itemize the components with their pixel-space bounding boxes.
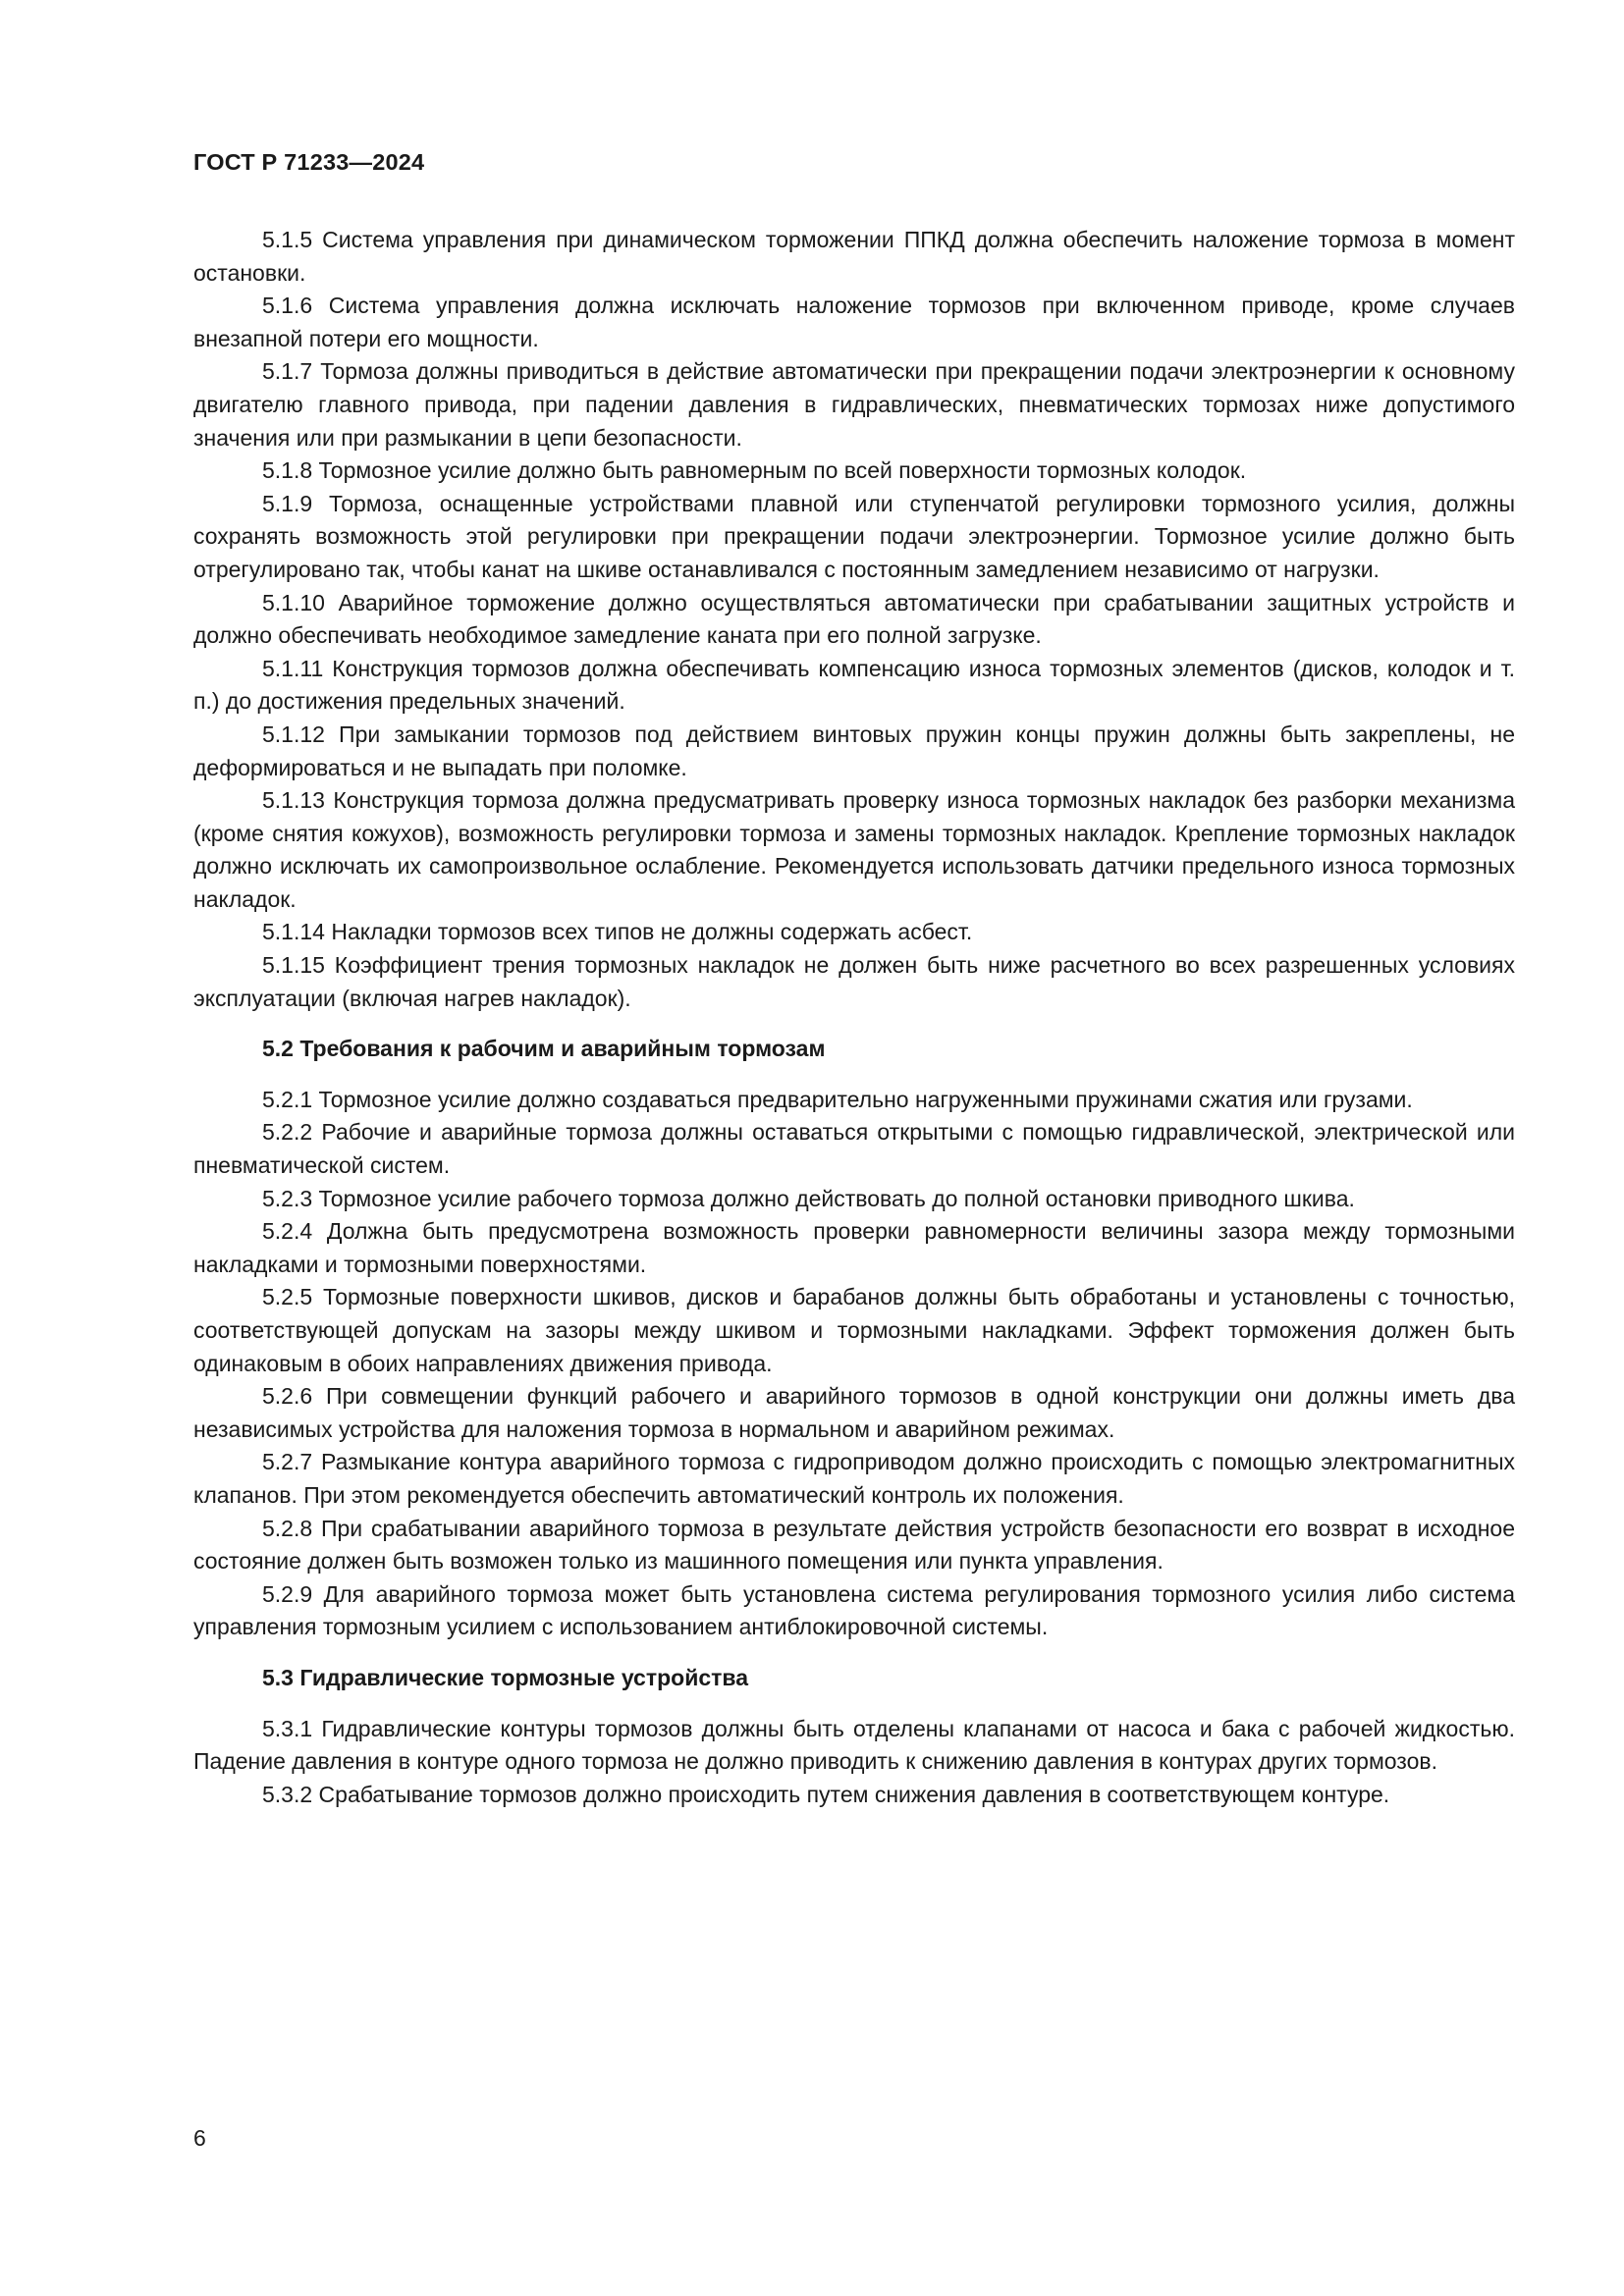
document-header: ГОСТ Р 71233—2024 <box>193 149 425 175</box>
paragraph-5-1-15: 5.1.15 Коэффициент трения тормозных накладок не должен быть ниже расчетного во всех разрешенных условиях эксплуатации (включая нагрев накладок). <box>193 952 1515 1011</box>
paragraph-5-1-14: 5.1.14 Накладки тормозов всех типов не должны содержать асбест. <box>262 919 973 945</box>
paragraph-5-1-13: 5.1.13 Конструкция тормоза должна предусматривать проверку износа тормозных накладок без разборки механизма (кроме снятия кожухов), возможность регулировки тормоза и замены тормозных накладок. Крепление тормозных накладок должно исключать их самопроизвольное ослабление. Рекомендуется использовать датчики предельного износа тормозных накладок. <box>193 787 1515 912</box>
paragraph-5-1-6: 5.1.6 Система управления должна исключать наложение тормозов при включенном приводе, кроме случаев внезапной потери его мощности. <box>193 293 1515 351</box>
paragraph-5-2-1: 5.2.1 Тормозное усилие должно создаваться предварительно нагруженными пружинами сжатия или грузами. <box>262 1086 1413 1112</box>
paragraph-5-1-11: 5.1.11 Конструкция тормозов должна обеспечивать компенсацию износа тормозных элементов (дисков, колодок и т. п.) до достижения предельных значений. <box>193 655 1515 715</box>
paragraph-5-2-6: 5.2.6 При совмещении функций рабочего и аварийного тормозов в одной конструкции они должны иметь два независимых устройства для наложения тормоза в нормальном и аварийном режимах. <box>193 1383 1515 1442</box>
paragraph-5-2-9: 5.2.9 Для аварийного тормоза может быть установлена система регулирования тормозного усилия либо система управления тормозным усилием с использованием антиблокировочной системы. <box>193 1580 1515 1640</box>
paragraph-5-1-5: 5.1.5 Система управления при динамическом торможении ППКД должна обеспечить наложение тормоза в момент остановки. <box>193 227 1515 286</box>
section-heading-5-2: 5.2 Требования к рабочим и аварийным тормозам <box>262 1036 826 1062</box>
section-heading-5-3: 5.3 Гидравлические тормозные устройства <box>262 1664 749 1690</box>
paragraph-5-1-10: 5.1.10 Аварийное торможение должно осуществляться автоматически при срабатывании защитных устройств и должно обеспечивать необходимое замедление каната при его полной загрузке. <box>193 589 1515 649</box>
paragraph-5-2-2: 5.2.2 Рабочие и аварийные тормоза должны оставаться открытыми с помощью гидравлической, электрической или пневматической систем. <box>193 1119 1515 1179</box>
paragraph-5-2-7: 5.2.7 Размыкание контура аварийного тормоза с гидроприводом должно происходить с помощью электромагнитных клапанов. При этом рекомендуется обеспечить автоматический контроль их положения. <box>193 1449 1515 1508</box>
paragraph-5-1-12: 5.1.12 При замыкании тормозов под действием винтовых пружин концы пружин должны быть закреплены, не деформироваться и не выпадать при поломке. <box>193 721 1515 780</box>
paragraph-5-1-7: 5.1.7 Тормоза должны приводиться в действие автоматически при прекращении подачи электроэнергии к основному двигателю главного привода, при падении давления в гидравлических, пневматических тормозах ниже допустимого значения или при размыкании в цепи безопасности. <box>193 358 1515 451</box>
paragraph-5-2-8: 5.2.8 При срабатывании аварийного тормоза в результате действия устройств безопасности его возврат в исходное состояние должен быть возможен только из машинного помещения или пункта управления. <box>193 1515 1515 1575</box>
paragraph-5-1-9: 5.1.9 Тормоза, оснащенные устройствами плавной или ступенчатой регулировки тормозного усилия, должны сохранять возможность этой регулировки при прекращении подачи электроэнергии. Тормозное усилие должно быть отрегулировано так, чтобы канат на шкиве останавливался с постоянным замедлением независимо от нагрузки. <box>193 490 1515 582</box>
paragraph-5-3-2: 5.3.2 Срабатывание тормозов должно происходить путем снижения давления в соответствующем контуре. <box>262 1781 1390 1807</box>
paragraph-5-2-3: 5.2.3 Тормозное усилие рабочего тормоза должно действовать до полной остановки приводного шкива. <box>262 1185 1355 1211</box>
paragraph-5-3-1: 5.3.1 Гидравлические контуры тормозов должны быть отделены клапанами от насоса и бака с рабочей жидкостью. Падение давления в контуре одного тормоза не должно приводить к снижению давления в контурах других тормозов. <box>193 1715 1515 1775</box>
paragraph-5-2-4: 5.2.4 Должна быть предусмотрена возможность проверки равномерности величины зазора между тормозными накладками и тормозными поверхностями. <box>193 1218 1515 1277</box>
paragraph-5-1-8: 5.1.8 Тормозное усилие должно быть равномерным по всей поверхности тормозных колодок. <box>262 457 1247 484</box>
page-number: 6 <box>193 2125 206 2151</box>
document-body <box>193 224 1515 1811</box>
paragraph-5-2-5: 5.2.5 Тормозные поверхности шкивов, дисков и барабанов должны быть обработаны и установлены с точностью, соответствующей допускам на зазоры между шкивом и тормозными накладками. Эффект торможения должен быть одинаковым в обоих направлениях движения привода. <box>193 1284 1515 1376</box>
